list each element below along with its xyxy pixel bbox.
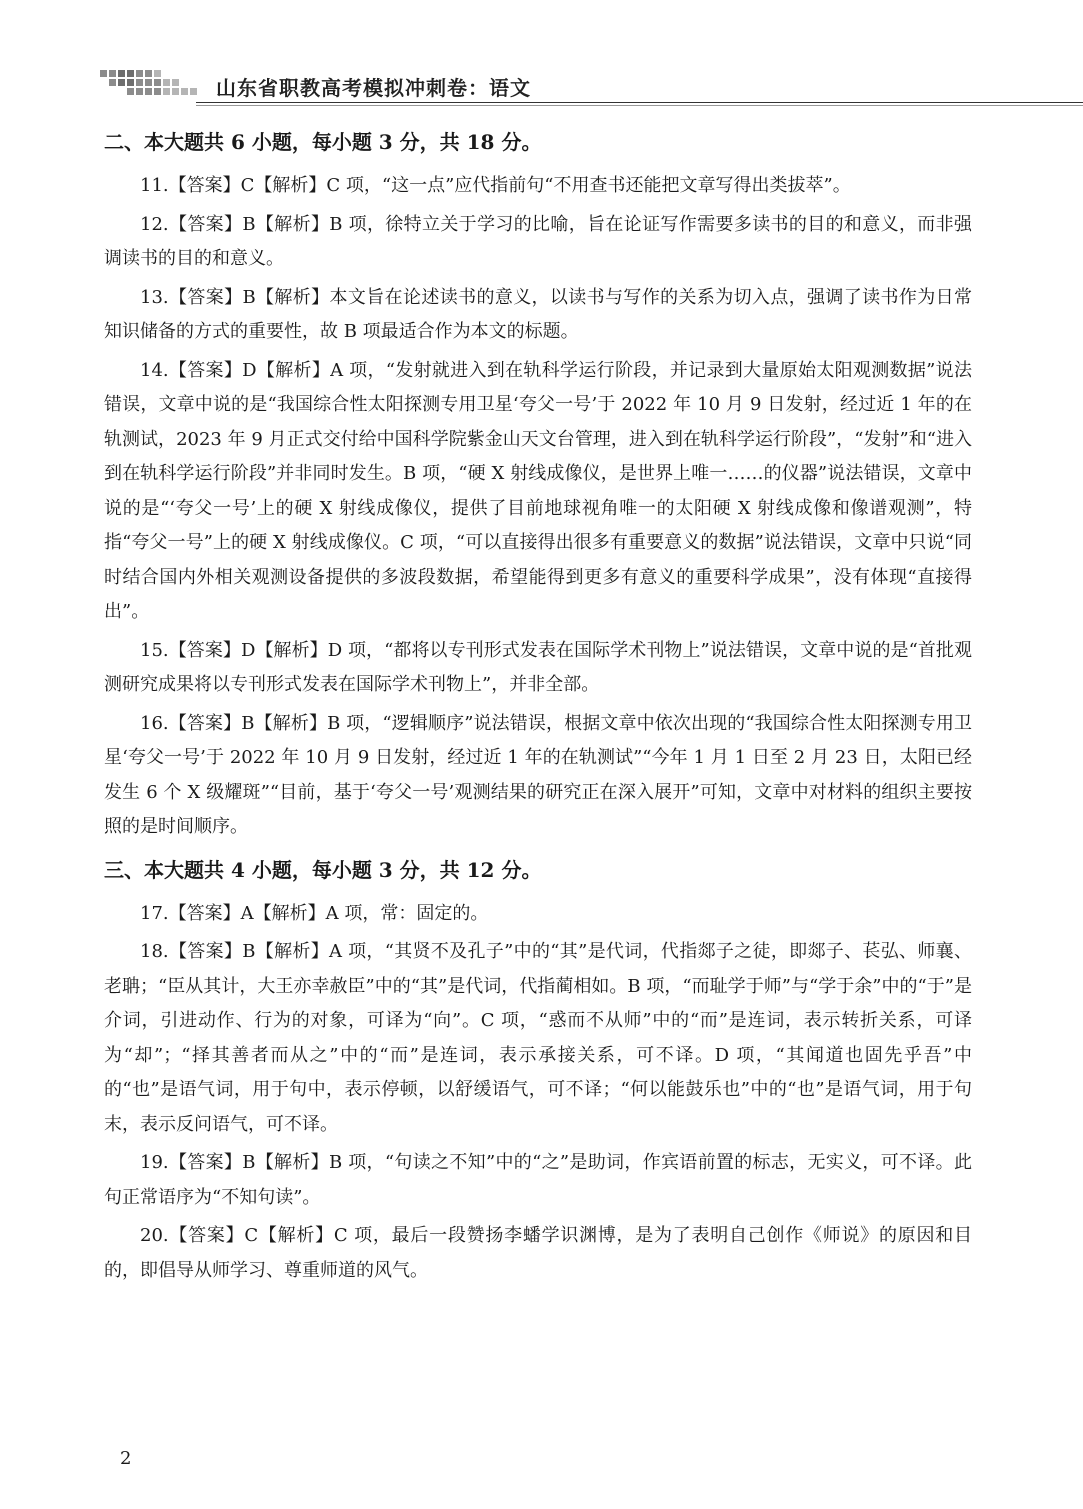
answer-item-16: 16.【答案】B【解析】B 项，“逻辑顺序”说法错误，根据文章中依次出现的“我国综合性太阳探测专用卫星‘夸父一号’于 2022 年 10 月 9 日发射，经过近 1 年的在轨测试”“今年 1 月 1 日至 2 月 23 日，太阳已经发生 6 个 X 级耀斑”“目前，基于‘夸父一号’观测结果的研究正在深入展开”可知，文章中对材料的组织主要按照的是时间顺序。	[104, 712, 972, 837]
section-title-3: 三、本大题共 4 小题，每小题 3 分，共 12 分。	[104, 857, 542, 882]
answer-item-12: 12.【答案】B【解析】B 项，徐特立关于学习的比喻，旨在论证写作需要多读书的目的和意义，而非强调读书的目的和意义。	[104, 213, 972, 269]
answer-item-18: 18.【答案】B【解析】A 项，“其贤不及孔子”中的“其”是代词，代指郯子之徒，即郯子、苌弘、师襄、老聃；“臣从其计，大王亦幸赦臣”中的“其”是代词，代指蔺相如。B 项，“而耻学于师”与“学于余”中的“于”是介词，引进动作、行为的对象，可译为“向”。C 项，“惑而不从师”中的“而”是连词，表示转折关系，可译为“却”；“择其善者而从之”中的“而”是连词，表示承接关系，可不译。D 项，“其闻道也固先乎吾”中的“也”是语气词，用于句中，表示停顿，以舒缓语气，可不译；“何以能鼓乐也”中的“也”是语气词，用于句末，表示反问语气，可不译。	[104, 941, 972, 1135]
page-header	[0, 60, 1083, 108]
answer-item-11: 11.【答案】C【解析】C 项，“这一点”应代指前句“不用查书还能把文章写得出类拔萃”。	[140, 175, 851, 196]
answer-item-17: 17.【答案】A【解析】A 项，常：固定的。	[140, 902, 489, 924]
header-title: 山东省职教高考模拟冲刺卷：语文	[216, 76, 531, 100]
answer-item-19: 19.【答案】B【解析】B 项，“句读之不知”中的“之”是助词，作宾语前置的标志，无实义，可不译。此句正常语序为“不知句读”。	[104, 1152, 972, 1208]
header-rule-thin	[196, 105, 1083, 106]
page-number: 2	[120, 1448, 132, 1469]
header-rule	[196, 102, 1083, 103]
answer-item-13: 13.【答案】B【解析】本文旨在论述读书的意义，以读书与写作的关系为切入点，强调了读书作为日常知识储备的方式的重要性，故 B 项最适合作为本文的标题。	[104, 286, 972, 342]
answer-item-14: 14.【答案】D【解析】A 项，“发射就进入到在轨科学运行阶段，并记录到大量原始太阳观测数据”说法错误，文章中说的是“我国综合性太阳探测专用卫星‘夸父一号’于 2022 年 10 月 9 日发射，经过近 1 年的在轨测试，2023 年 9 月正式交付给中国科学院紫金山天文台管理，进入到在轨科学运行阶段”，“发射”和“进入到在轨科学运行阶段”并非同时发生。B 项，“硬 X 射线成像仪，是世界上唯一……的仪器”说法错误，文章中说的是“‘夸父一号’上的硬 X 射线成像仪，提供了目前地球视角唯一的太阳硬 X 射线成像和像谱观测”，特指“夸父一号”上的硬 X 射线成像仪。C 项，“可以直接得出很多有重要意义的数据”说法错误，文章中只说“同时结合国内外相关观测设备提供的多波段数据，希望能得到更多有意义的重要科学成果”，没有体现“直接得出”。	[104, 359, 972, 622]
section-title-2: 二、本大题共 6 小题，每小题 3 分，共 18 分。	[104, 130, 542, 154]
answer-item-20: 20.【答案】C【解析】C 项，最后一段赞扬李蟠学识渊博，是为了表明自己创作《师说》的原因和目的，即倡导从师学习、尊重师道的风气。	[104, 1225, 972, 1281]
header-decoration-dots	[100, 70, 210, 104]
page-content	[104, 123, 972, 1288]
answer-item-15: 15.【答案】D【解析】D 项，“都将以专刊形式发表在国际学术刊物上”说法错误，文章中说的是“首批观测研究成果将以专刊形式发表在国际学术刊物上”，并非全部。	[104, 639, 972, 695]
